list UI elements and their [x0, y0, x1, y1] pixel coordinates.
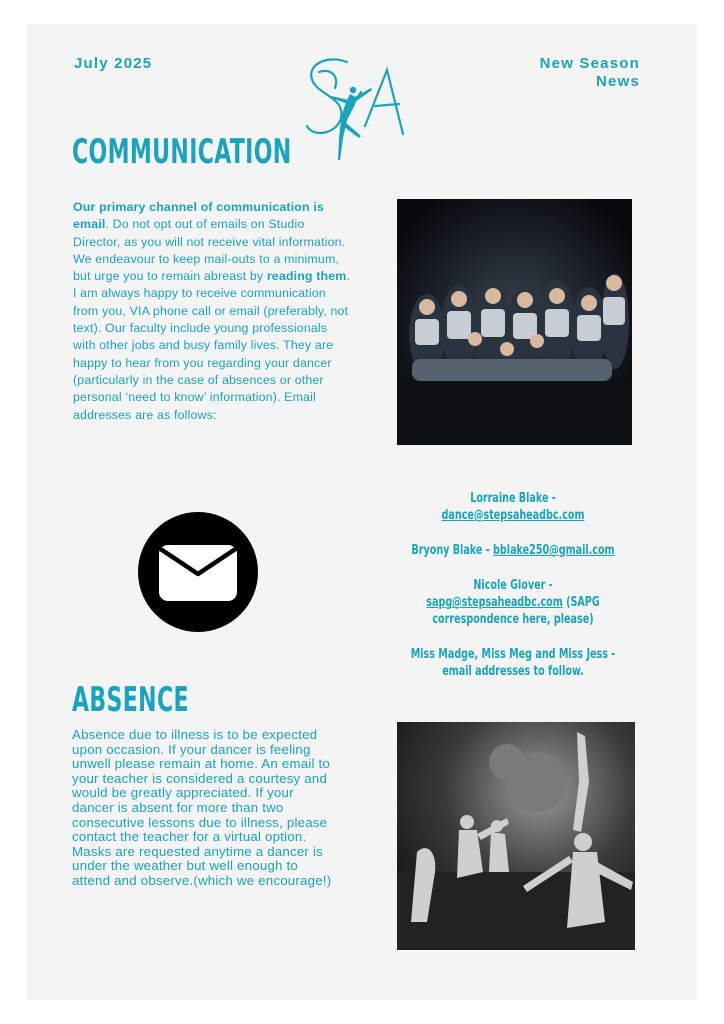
envelope-icon [138, 512, 258, 632]
contact-item [406, 542, 621, 559]
contact-email-link[interactable]: dance@stepsaheadbc.com [441, 508, 585, 523]
communication-bold-1: Our primary channel of communication is email [73, 200, 324, 232]
contact-item [406, 646, 621, 680]
communication-bold-2: reading them [266, 269, 347, 284]
communication-heading: COMMUNICATION [72, 132, 292, 172]
dance-group-photo [397, 199, 632, 445]
contact-note: (SAPG correspondence here, please) [432, 595, 600, 627]
contact-name: Bryony Blake - [411, 543, 494, 558]
communication-text-1: . Do not opt out of emails on Studio Director, as you will not receive vital information. We endeavour to keep mail-outs to a minimum, but urge you to remain abreast by [73, 217, 346, 284]
season-line-2: News [596, 73, 640, 90]
communication-body [73, 199, 353, 424]
season-news-label [490, 55, 640, 91]
issue-date: July 2025 [74, 55, 153, 72]
dance-performance-photo [397, 722, 635, 950]
absence-body: Absence due to illness is to be expected upon occasion. If your dancer is feeling unwell please remain at home. An email to your teacher is considered a courtesy and would be greatly appreciated. If your dancer is absent for more than two consecutive lessons due to illness, please contact the teacher for a virtual option. Masks are requested anytime a dancer is under the weather but well enough to attend and observe.(which we encourage!) [72, 727, 332, 888]
contact-item [406, 577, 621, 628]
contact-email-link[interactable]: bblake250@gmail.com [493, 543, 615, 558]
newsletter-page [27, 24, 697, 1000]
contact-list [382, 490, 644, 698]
studio-logo [295, 48, 417, 166]
contact-name: Lorraine Blake - [470, 491, 556, 506]
contact-email-link[interactable]: sapg@stepsaheadbc.com [426, 595, 563, 610]
season-line-1: New Season [539, 55, 640, 72]
contact-name: Miss Madge, Miss Meg and Miss Jess - email addresses to follow. [410, 647, 616, 679]
contact-item [406, 490, 621, 524]
contact-name: Nicole Glover - [473, 578, 553, 593]
absence-heading: ABSENCE [72, 680, 189, 720]
communication-text-2: . I am always happy to receive communication from you, VIA phone call or email (preferably, not text). Our faculty include young professionals with other jobs and busy family lives. They are happy to hear from you regarding your dancer (particularly in the case of absences or other personal ‘need to know’ information). Email addresses are as follows: [73, 269, 351, 422]
